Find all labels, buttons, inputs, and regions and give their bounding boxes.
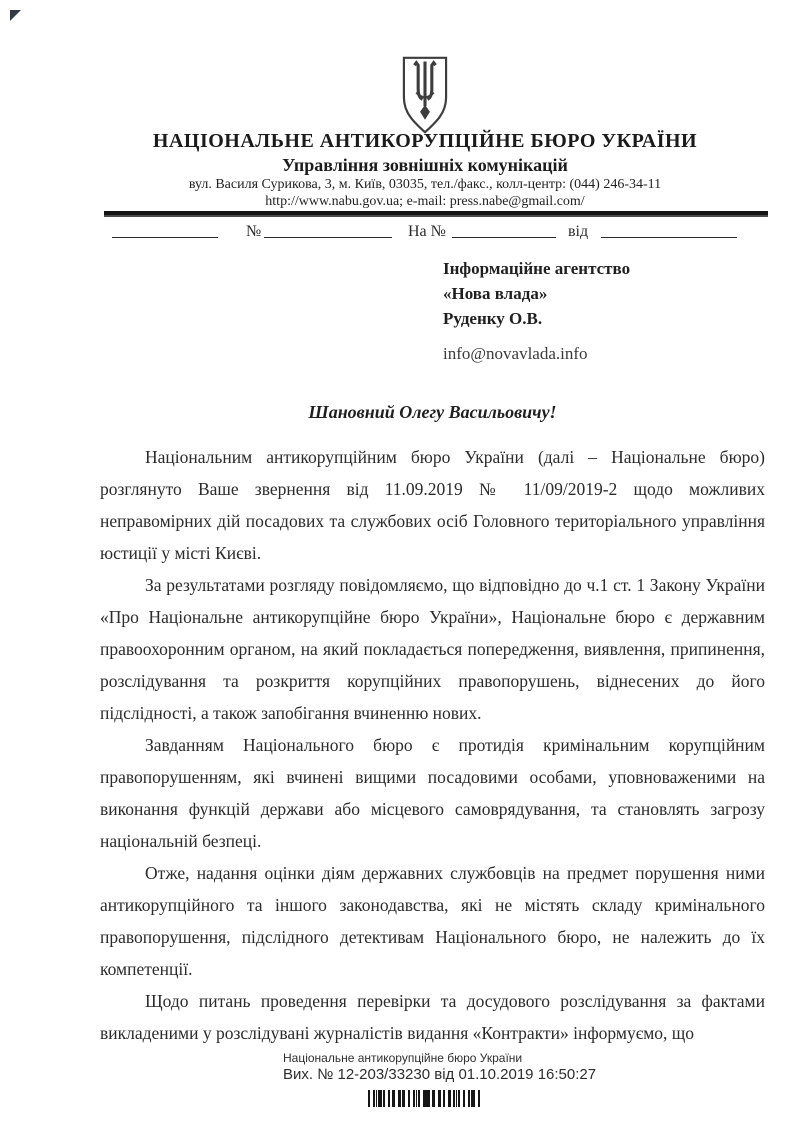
recipient-organization-name: «Нова влада» [443, 284, 548, 303]
incoming-number-blank [452, 222, 556, 238]
recipient-organization: Інформаційне агентство [443, 259, 631, 278]
recipient-email: info@novavlada.info [443, 344, 588, 363]
letter-paragraph: Національним антикорупційним бюро України (далі – Національне бюро) розглянуто Ваше звернення від 11.09.2019 № 11/09/2019-2 щодо можливих неправомірних дій посадових та службових осіб Головного територіального управління юстиції у місті Києві. [100, 447, 765, 563]
letterhead-divider [104, 211, 768, 217]
letter-body [100, 441, 765, 1049]
outgoing-number-label: № [246, 223, 262, 240]
org-name-text: НАЦІОНАЛЬНЕ АНТИКОРУПЦІЙНЕ БЮРО УКРАЇНИ [152, 130, 698, 152]
stamp-outgoing-ref: Вих. № 12-203/33230 від 01.10.2019 16:50:27 [283, 1066, 597, 1083]
incoming-date-label: від [568, 223, 589, 240]
stamp-org-name: Національне антикорупційне бюро України [283, 1051, 523, 1065]
recipient-block [443, 256, 630, 331]
scan-corner-mark-icon [10, 10, 21, 21]
org-department [0, 155, 800, 176]
incoming-date-blank [601, 222, 737, 238]
org-department-text: Управління зовнішніх комунікацій [282, 155, 568, 175]
org-web-email [0, 194, 800, 210]
document-barcode-icon [368, 1090, 480, 1107]
org-name [0, 130, 800, 153]
letter-paragraph: Завданням Національного бюро є протидія кримінальним корупційним правопорушенням, які вчинені вищими посадовими особами, уповноваженими на виконання функцій держави або місцевого самоврядування, та становлять загрозу національній безпеці. [100, 735, 765, 851]
salutation: Шановний Олегу Васильовичу! [308, 402, 557, 422]
org-address [0, 177, 800, 193]
reference-line [0, 222, 800, 244]
recipient-person: Руденку О.В. [443, 309, 543, 328]
letter-paragraph: Щодо питань проведення перевірки та досудового розслідування за фактами викладеними у розслідувані журналістів видання «Контракти» інформуємо, що [100, 991, 765, 1043]
org-web-email-text: http://www.nabu.gov.ua; e-mail: press.nabe@gmail.com/ [265, 194, 585, 209]
letter-paragraph: За результатами розгляду повідомляємо, що відповідно до ч.1 ст. 1 Закону України «Про Національне антикорупційне бюро України», Національне бюро є державним правоохоронним органом, на який покладається попередження, виявлення, припинення, розслідування та розкриття корупційних правопорушень, віднесених до його підслідності, а також запобігання вчиненню нових. [100, 575, 765, 723]
ukraine-trident-shield-icon [394, 54, 456, 136]
registration-stamp [283, 1051, 596, 1085]
org-address-text: вул. Василя Сурикова, 3, м. Київ, 03035, тел./факс., колл-центр: (044) 246-34-11 [188, 177, 662, 192]
letter-paragraph: Отже, надання оцінки діям державних службовців на предмет порушення ними антикорупційного та іншого законодавства, які не містять складу кримінального правопорушення, підслідного детективам Національного бюро, не належить до їх компетенції. [100, 863, 765, 979]
outgoing-date-blank [112, 222, 218, 238]
outgoing-number-blank [264, 222, 392, 238]
incoming-number-label: На № [408, 223, 446, 240]
